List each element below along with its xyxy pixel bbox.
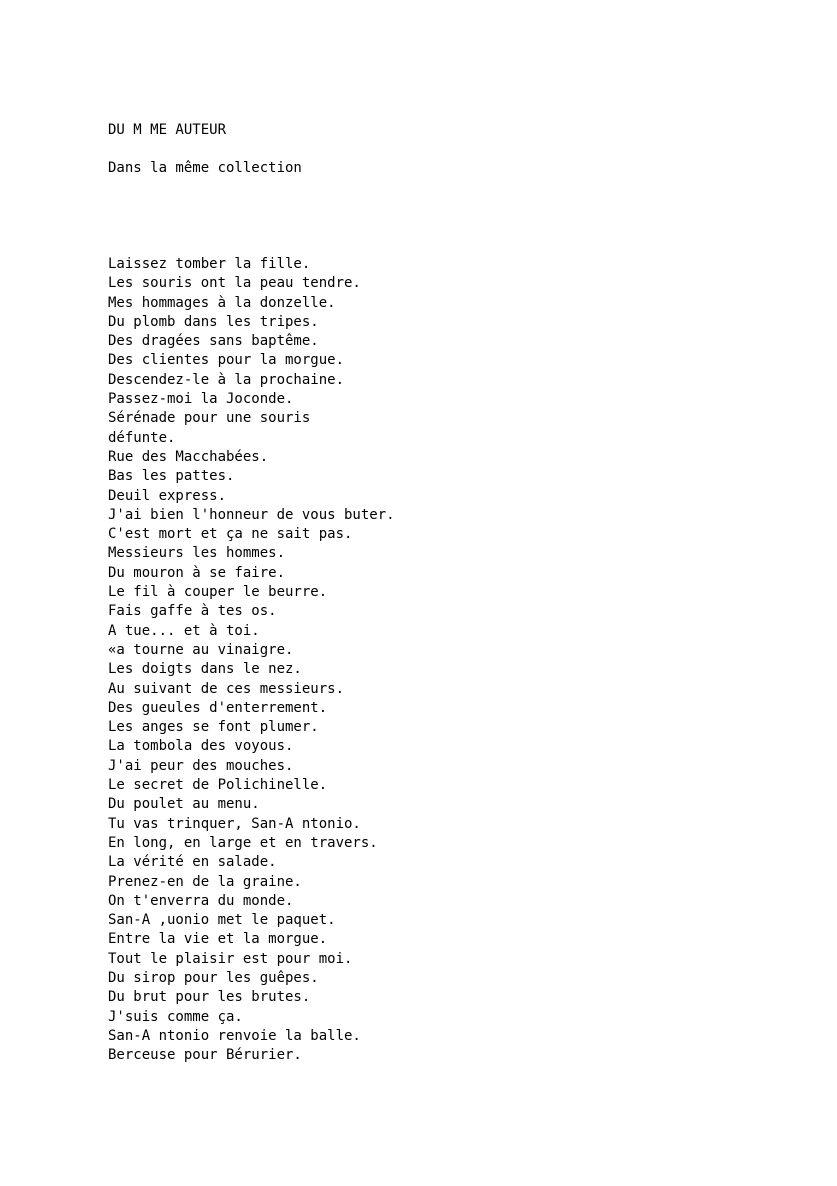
- title-item: Descendez-le à la prochaine.: [108, 371, 345, 388]
- title-item: Au suivant de ces messieurs.: [108, 680, 345, 697]
- title-item: Laissez tomber la fille.: [108, 256, 311, 272]
- title-item: Du poulet au menu.: [108, 796, 260, 813]
- titles-list: [108, 255, 395, 1065]
- title-item: Deuil express.: [108, 487, 227, 504]
- title-item: Tu vas trinquer, San-A ntonio.: [108, 815, 361, 832]
- title-item: Sérénade pour une souris: [108, 410, 311, 427]
- title-item: En long, en large et en travers.: [108, 834, 378, 851]
- title-item: On t'enverra du monde.: [108, 892, 294, 909]
- title-item: Les souris ont la peau tendre.: [108, 275, 361, 292]
- title-item: Les doigts dans le nez.: [108, 661, 302, 678]
- title-item: La vérité en salade.: [108, 854, 277, 871]
- title-item: Prenez-en de la graine.: [108, 873, 302, 890]
- title-item: San-A ntonio renvoie la balle.: [108, 1027, 361, 1044]
- title-item: défunte.: [108, 429, 176, 446]
- title-item: «a tourne au vinaigre.: [108, 641, 294, 658]
- title-item: Du mouron à se faire.: [108, 564, 286, 581]
- title-item: Des dragées sans baptême.: [108, 333, 319, 350]
- title-item: Du brut pour les brutes.: [108, 989, 311, 1006]
- title-item: Mes hommages à la donzelle.: [108, 294, 336, 311]
- author-heading: DU M ME AUTEUR: [108, 122, 227, 138]
- title-item: La tombola des voyous.: [108, 738, 294, 755]
- collection-heading: Dans la même collection: [108, 160, 302, 176]
- title-item: J'suis comme ça.: [108, 1008, 243, 1025]
- title-item: Messieurs les hommes.: [108, 545, 286, 562]
- title-item: Le fil à couper le beurre.: [108, 584, 328, 601]
- title-item: A tue... et à toi.: [108, 622, 260, 639]
- title-item: Fais gaffe à tes os.: [108, 603, 277, 620]
- title-item: Des clientes pour la morgue.: [108, 352, 345, 369]
- title-item: Berceuse pour Bérurier.: [108, 1047, 302, 1064]
- title-item: Du plomb dans les tripes.: [108, 313, 319, 330]
- title-item: Des gueules d'enterrement.: [108, 699, 328, 716]
- title-item: Du sirop pour les guêpes.: [108, 969, 319, 986]
- title-item: J'ai bien l'honneur de vous buter.: [108, 506, 395, 523]
- title-item: Bas les pattes.: [108, 468, 235, 485]
- title-item: C'est mort et ça ne sait pas.: [108, 526, 353, 543]
- title-item: Tout le plaisir est pour moi.: [108, 950, 353, 967]
- title-item: Rue des Macchabées.: [108, 448, 269, 465]
- title-item: Passez-moi la Joconde.: [108, 391, 294, 408]
- title-item: Entre la vie et la morgue.: [108, 931, 328, 948]
- title-item: J'ai peur des mouches.: [108, 757, 294, 774]
- title-item: San-A ,uonio met le paquet.: [108, 912, 336, 929]
- title-item: Les anges se font plumer.: [108, 719, 319, 736]
- title-item: Le secret de Polichinelle.: [108, 777, 328, 794]
